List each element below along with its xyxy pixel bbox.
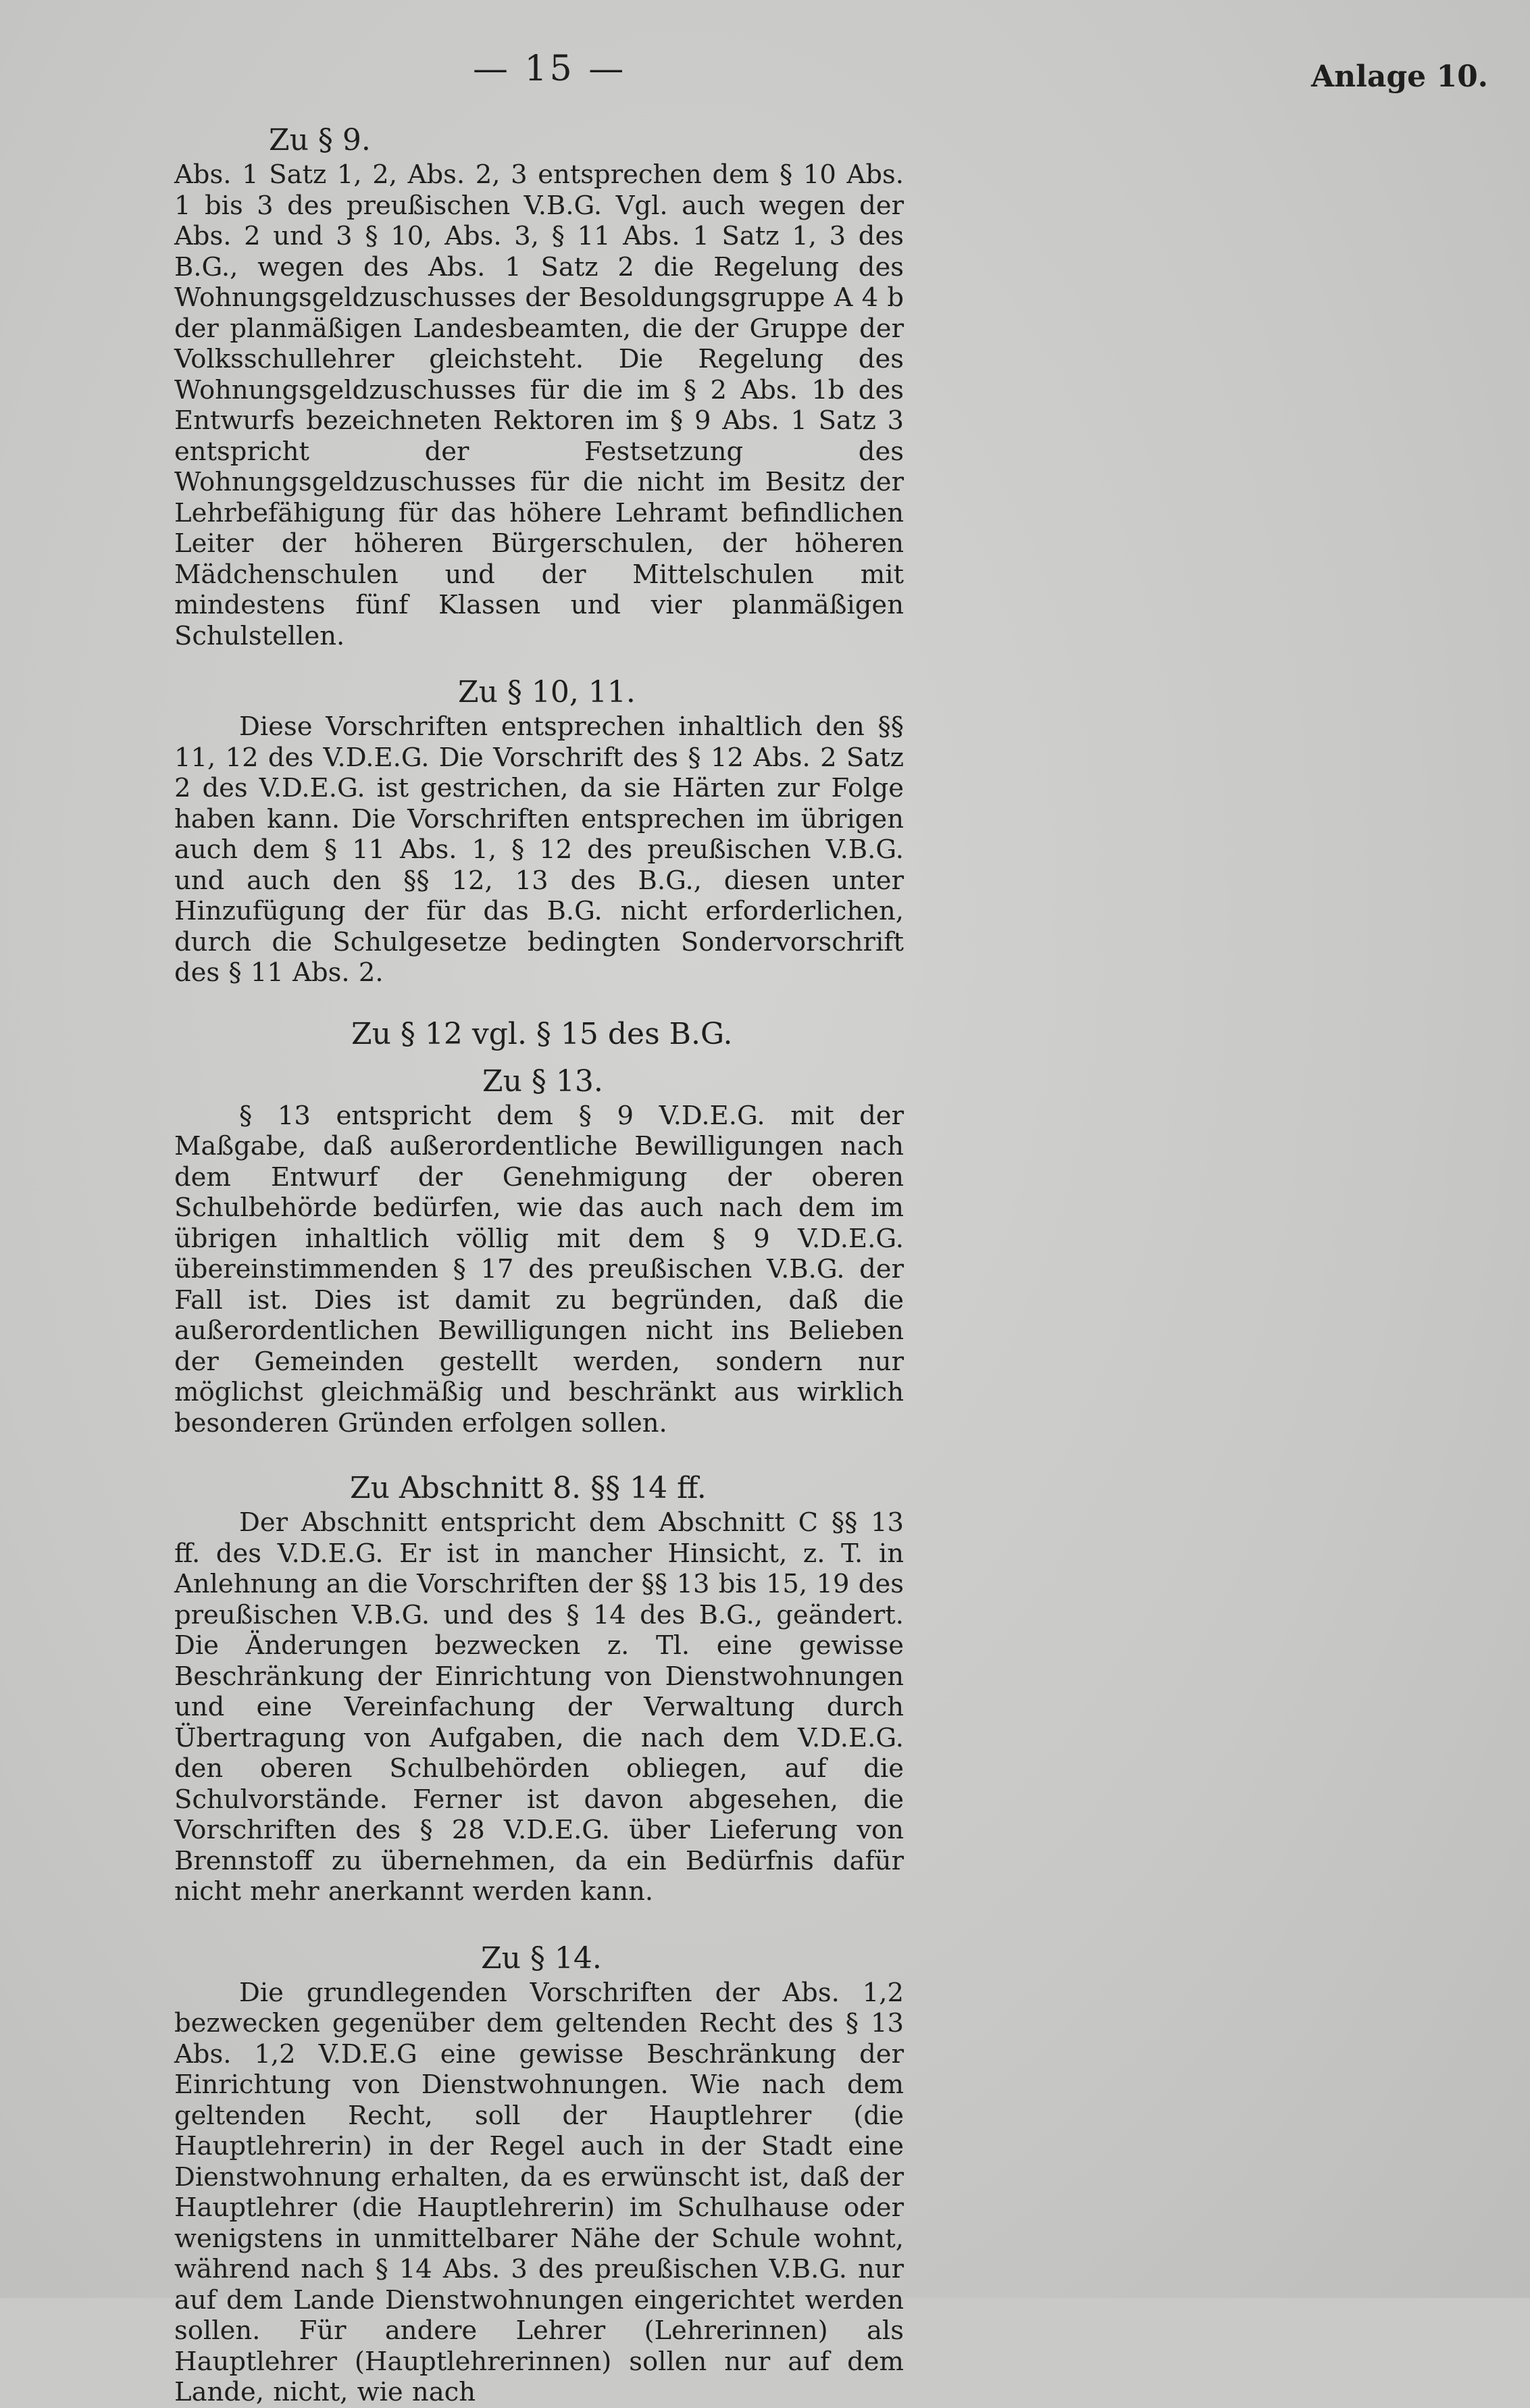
section-heading: Zu § 9. bbox=[269, 123, 371, 157]
section-zu-13 bbox=[174, 1063, 904, 1439]
section-paragraph: Der Abschnitt entspricht dem Abschnitt C §§ 13 ff. des V.D.E.G. Er ist in mancher Hinsicht, z. T. in Anlehnung an die Vorschriften der §§ 13 bis 15, 19 des preußischen V.B.G. und des § 14 des B.G., geändert. Die Änderungen bezwecken z. Tl. eine gewisse Beschränkung der Einrichtung von Dienstwohnungen und eine Vereinfachung der Verwaltung durch Übertragung von Aufgaben, die nach dem V.D.E.G. den oberen Schulbehörden obliegen, auf die Schulvorstände. Ferner ist davon abgesehen, die Vorschriften des § 28 V.D.E.G. über Lieferung von Brennstoff zu übernehmen, da ein Bedürfnis dafür nicht mehr anerkannt werden kann. bbox=[174, 1507, 904, 1907]
page-number: — 15 — bbox=[473, 49, 627, 89]
section-paragraph: Die grundlegenden Vorschriften der Abs. 1,2 bezwecken gegenüber dem geltenden Recht des § 13 Abs. 1,2 V.D.E.G eine gewisse Beschränkung der Einrichtung von Dienstwohnungen. Wie nach dem geltenden Recht, soll der Hauptlehrer (die Hauptlehrerin) in der Regel auch in der Stadt eine Dienstwohnung erhalten, da es erwünscht ist, daß der Hauptlehrer (die Hauptlehrerin) im Schulhause oder wenigstens in unmittelbarer Nähe der Schule wohnt, während nach § 14 Abs. 3 des preußischen V.B.G. nur auf dem Lande Dienstwohnungen eingerichtet werden sollen. Für andere Lehrer (Lehrerinnen) als Hauptlehrer (Hauptlehrerinnen) sollen nur auf dem Lande, nicht, wie nach bbox=[174, 1977, 904, 2407]
section-heading: Zu § 10, 11. bbox=[458, 675, 636, 709]
section-zu-14 bbox=[174, 1940, 904, 2408]
section-paragraph: Abs. 1 Satz 1, 2, Abs. 2, 3 entsprechen dem § 10 Abs. 1 bis 3 des preußischen V.B.G. Vgl. auch wegen der Abs. 2 und 3 § 10, Abs. 3, § 11 Abs. 1 Satz 1, 3 des B.G., wegen des Abs. 1 Satz 2 die Regelung des Wohnungsgeldzuschusses der Besoldungsgruppe A 4 b der planmäßigen Landesbeamten, die der Gruppe der Volksschullehrer gleichsteht. Die Regelung des Wohnungsgeldzuschusses für die im § 2 Abs. 1b des Entwurfs bezeichneten Rektoren im § 9 Abs. 1 Satz 3 entspricht der Festsetzung des Wohnungsgeldzuschusses für die nicht im Besitz der Lehrbefähigung für das höhere Lehramt befindlichen Leiter der höheren Bürgerschulen, der höheren Mädchenschulen und der Mittelschulen mit mindestens fünf Klassen und vier planmäßigen Schulstellen. bbox=[174, 159, 904, 651]
section-heading: Zu § 12 vgl. § 15 des B.G. bbox=[351, 1016, 733, 1051]
section-zu-10-11 bbox=[174, 674, 904, 988]
section-zu-12 bbox=[174, 1015, 904, 1053]
annex-label: Anlage 10. bbox=[1311, 59, 1488, 94]
section-zu-9 bbox=[174, 122, 904, 651]
section-paragraph: Diese Vorschriften entsprechen inhaltlich den §§ 11, 12 des V.D.E.G. Die Vorschrift des § 12 Abs. 2 Satz 2 des V.D.E.G. ist gestrichen, da sie Härten zur Folge haben kann. Die Vorschriften entsprechen im übrigen auch dem § 11 Abs. 1, § 12 des preußischen V.B.G. und auch den §§ 12, 13 des B.G., diesen unter Hinzufügung der für das B.G. nicht erforderlichen, durch die Schulgesetze bedingten Sondervorschrift des § 11 Abs. 2. bbox=[174, 711, 904, 988]
section-heading: Zu Abschnitt 8. §§ 14 ff. bbox=[350, 1471, 707, 1505]
section-zu-abschnitt-8 bbox=[174, 1470, 904, 1907]
text-column bbox=[174, 122, 904, 2408]
section-paragraph: § 13 entspricht dem § 9 V.D.E.G. mit der Maßgabe, daß außerordentliche Bewilligungen nach dem Entwurf der Genehmigung der oberen Schulbehörde bedürfen, wie das auch nach dem im übrigen inhaltlich völlig mit dem § 9 V.D.E.G. übereinstimmenden § 17 des preußischen V.B.G. der Fall ist. Dies ist damit zu begründen, daß die außerordentlichen Bewilligungen nicht ins Belieben der Gemeinden gestellt werden, sondern nur möglichst gleichmäßig und beschränkt aus wirklich besonderen Gründen erfolgen sollen. bbox=[174, 1100, 904, 1438]
section-heading: Zu § 14. bbox=[481, 1940, 602, 1976]
section-heading: Zu § 13. bbox=[482, 1063, 603, 1099]
